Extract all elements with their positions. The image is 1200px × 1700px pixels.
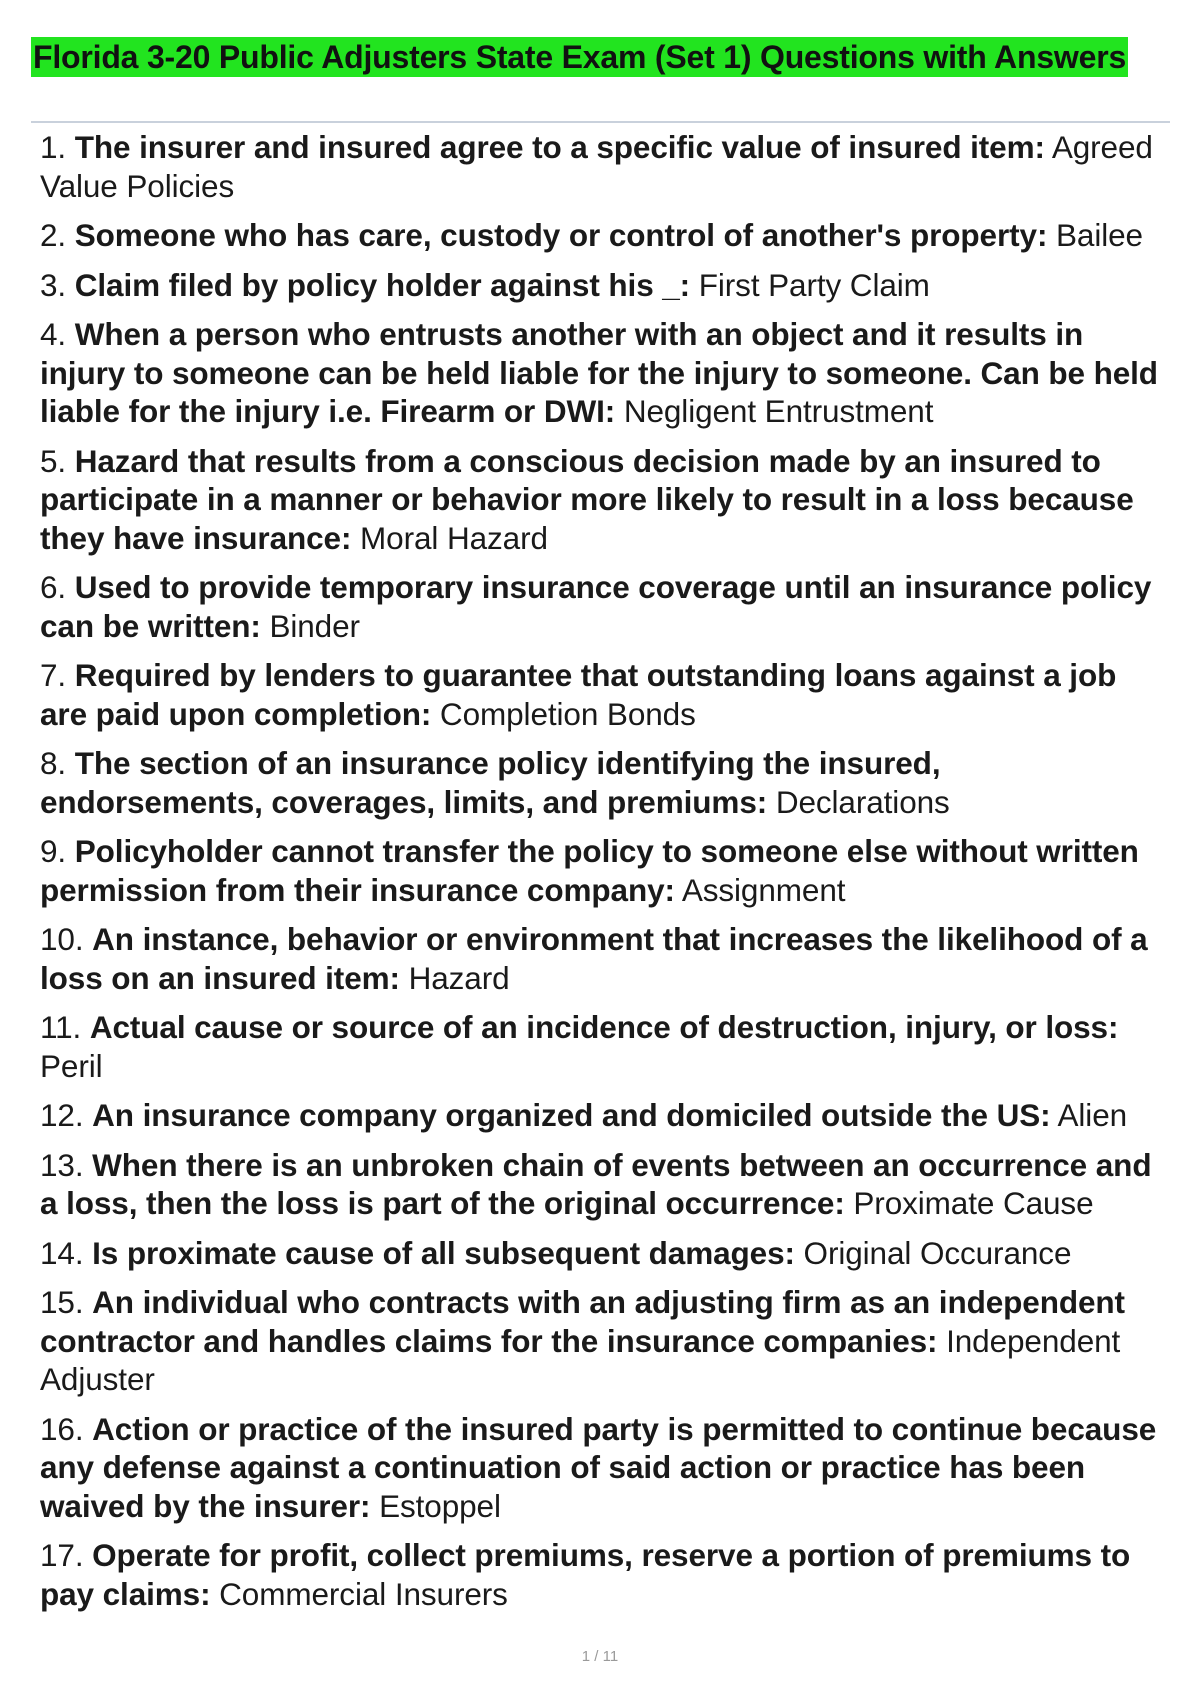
- qa-item: [40, 744, 1170, 821]
- qa-answer: Commercial Insurers: [219, 1575, 508, 1612]
- qa-number: 17.: [40, 1537, 84, 1573]
- qa-answer: First Party Claim: [698, 266, 930, 303]
- qa-question: When there is an unbroken chain of events between an occurrence and a loss, then the loss is part of the original occurrence:: [40, 1146, 1152, 1221]
- qa-question: The section of an insurance policy identifying the insured, endorsements, coverages, limits, and premiums:: [40, 745, 941, 820]
- qa-answer: Agreed Value Policies: [40, 129, 1153, 204]
- qa-question: Hazard that results from a conscious decision made by an insured to participate in a manner or behavior more likely to result in a loss because they have insurance:: [40, 442, 1134, 556]
- qa-number: 14.: [40, 1234, 84, 1271]
- qa-answer: Binder: [269, 607, 360, 644]
- qa-item: [40, 1283, 1170, 1399]
- qa-item: [40, 1234, 1170, 1273]
- qa-answer: Alien: [1057, 1097, 1128, 1133]
- qa-question: Used to provide temporary insurance coverage until an insurance policy can be written:: [40, 569, 1152, 644]
- qa-number: 3.: [40, 266, 67, 303]
- qa-answer: Declarations: [775, 783, 950, 820]
- qa-answer: Original Occurance: [803, 1234, 1072, 1271]
- qa-item: [40, 1536, 1170, 1613]
- qa-item: [40, 568, 1170, 645]
- qa-number: 2.: [40, 217, 67, 253]
- qa-question: Required by lenders to guarantee that outstanding loans against a job are paid upon completion:: [40, 657, 1117, 732]
- qa-number: 8.: [40, 745, 67, 781]
- qa-question: When a person who entrusts another with an object and it results in injury to someone can be held liable for the injury to someone. Can be held liable for the injury i.e. Firearm or DWI:: [40, 316, 1158, 429]
- qa-item: [40, 832, 1170, 909]
- qa-item: [40, 216, 1170, 255]
- qa-item: [40, 1410, 1170, 1526]
- qa-number: 16.: [40, 1410, 84, 1447]
- qa-number: 6.: [40, 569, 67, 605]
- qa-number: 13.: [40, 1146, 84, 1183]
- qa-number: 11.: [40, 1009, 82, 1045]
- qa-number: 4.: [40, 316, 67, 352]
- qa-question: An insurance company organized and domiciled outside the US:: [92, 1097, 1051, 1133]
- qa-answer: Moral Hazard: [360, 519, 548, 556]
- qa-question: Policyholder cannot transfer the policy to someone else without written permission from their insurance company:: [40, 833, 1139, 908]
- qa-item: [40, 315, 1170, 431]
- qa-number: 9.: [40, 833, 67, 869]
- qa-answer: Completion Bonds: [439, 695, 696, 732]
- qa-number: 1.: [40, 129, 67, 165]
- qa-item: [40, 1096, 1170, 1135]
- qa-answer: Assignment: [681, 871, 846, 908]
- qa-question: Action or practice of the insured party is permitted to continue because any defense against a continuation of said action or practice has been waived by the insurer:: [40, 1410, 1157, 1524]
- qa-question: Is proximate cause of all subsequent damages:: [92, 1234, 795, 1271]
- qa-number: 10.: [40, 921, 84, 957]
- qa-item: [40, 920, 1170, 997]
- qa-answer: Estoppel: [379, 1487, 501, 1524]
- qa-answer: Independent Adjuster: [40, 1322, 1121, 1397]
- qa-question: Claim filed by policy holder against his _:: [74, 266, 691, 303]
- qa-item: [40, 266, 1170, 305]
- qa-item: [40, 656, 1170, 733]
- qa-answer: Proximate Cause: [853, 1185, 1094, 1221]
- title-divider: [31, 121, 1170, 123]
- qa-question: An individual who contracts with an adjusting firm as an independent contractor and handles claims for the insurance companies:: [40, 1284, 1125, 1359]
- qa-answer: Negligent Entrustment: [623, 393, 934, 429]
- qa-number: 7.: [40, 657, 67, 693]
- qa-question: Operate for profit, collect premiums, reserve a portion of premiums to pay claims:: [40, 1537, 1131, 1612]
- qa-answer: Hazard: [408, 959, 510, 996]
- qa-item: [40, 1146, 1170, 1223]
- page-indicator: 1 / 11: [581, 1648, 619, 1665]
- qa-question: The insurer and insured agree to a specific value of insured item:: [74, 129, 1045, 165]
- qa-item: [40, 1008, 1170, 1085]
- document-title: Florida 3-20 Public Adjusters State Exam (Set 1) Questions with Answers: [33, 39, 1127, 75]
- qa-question: Someone who has care, custody or control of another's property:: [74, 217, 1048, 253]
- document-title-wrap: [31, 37, 1169, 77]
- qa-question: An instance, behavior or environment that increases the likelihood of a loss on an insured item:: [40, 921, 1148, 996]
- qa-number: 5.: [40, 442, 67, 479]
- qa-answer: Bailee: [1056, 217, 1143, 253]
- qa-item: [40, 442, 1170, 558]
- qa-answer: Peril: [40, 1047, 103, 1084]
- qa-question: Actual cause or source of an incidence of destruction, injury, or loss:: [89, 1009, 1119, 1045]
- qa-number: 12.: [40, 1097, 84, 1133]
- qa-list: [40, 128, 1170, 1624]
- qa-number: 15.: [40, 1284, 84, 1320]
- qa-item: [40, 128, 1170, 205]
